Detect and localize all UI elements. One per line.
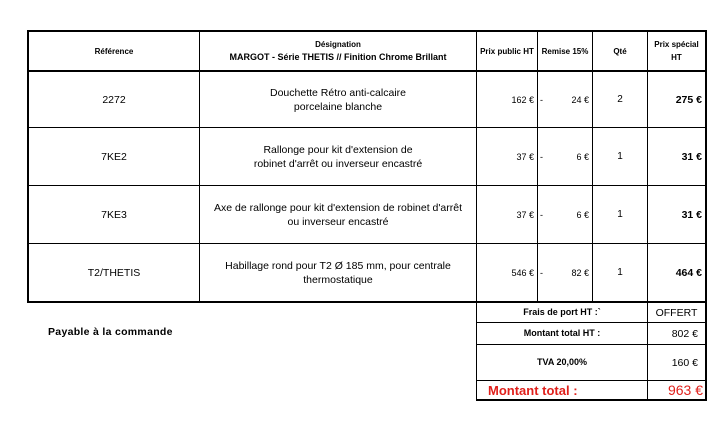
row-prix-special	[648, 72, 702, 127]
header-designation-line1: Désignation	[315, 40, 361, 49]
montant-ht-label	[477, 323, 647, 344]
header-remise	[538, 32, 592, 70]
frais-value-text: OFFERT	[655, 306, 698, 319]
tva-value-text: 160 €	[671, 356, 698, 369]
row-remise-sign	[540, 244, 550, 301]
row-remise-sign-text: -	[540, 151, 543, 162]
row-remise	[550, 128, 589, 185]
row-remise-sign-text: -	[540, 267, 543, 278]
header-qte	[593, 32, 647, 70]
row-designation	[200, 244, 476, 301]
row-prix-special	[648, 186, 702, 243]
row-prix-special	[648, 244, 702, 301]
row-qte	[593, 186, 647, 243]
header-designation-line2: MARGOT - Série THETIS // Finition Chrome Brillant	[229, 52, 447, 62]
tva-value	[648, 345, 698, 380]
montant-ht-value	[648, 323, 698, 344]
row-designation	[200, 186, 476, 243]
header-prix-special	[648, 32, 705, 70]
payment-note-text: Payable à la commande	[48, 326, 173, 338]
header-designation	[200, 32, 476, 70]
header-prix-special-line1: Prix spécial	[654, 40, 699, 49]
header-reference	[29, 32, 199, 70]
row-remise-sign	[540, 128, 550, 185]
payment-note	[48, 326, 173, 338]
row-prix-public	[477, 72, 534, 127]
frais-label-text: Frais de port HT :`	[523, 307, 601, 317]
row-reference	[29, 186, 199, 243]
row-reference-text: 2272	[102, 93, 126, 106]
row-remise-sign-text: -	[540, 94, 543, 105]
row-reference	[29, 244, 199, 301]
total-value-text: 963 €	[667, 382, 703, 398]
row-designation-line2: robinet d'arrêt ou inverseur encastré	[253, 157, 423, 170]
total-label-text: Montant total :	[488, 382, 578, 398]
frais-label	[477, 303, 647, 322]
total-value	[648, 381, 703, 399]
row-prix-public-text: 162 €	[511, 94, 534, 105]
row-remise-text: 82 €	[571, 267, 589, 278]
row-remise-text: 6 €	[576, 209, 589, 220]
row-qte-text: 2	[617, 94, 623, 105]
tva-label-text: TVA 20,00%	[536, 357, 588, 367]
row-designation-line1: Habillage rond pour T2 Ø 185 mm, pour centrale	[225, 259, 451, 272]
row-qte	[593, 72, 647, 127]
row-remise-text: 6 €	[576, 151, 589, 162]
row-reference-text: 7KE2	[101, 150, 127, 163]
header-prix-special-line2: HT	[671, 53, 682, 62]
row-remise-text: 24 €	[571, 94, 589, 105]
tva-label	[477, 345, 647, 380]
row-designation-line1: Douchette Rétro anti-calcaire	[270, 86, 406, 99]
row-reference	[29, 128, 199, 185]
row-designation-line2: ou inverseur encastré	[287, 215, 389, 228]
header-remise-text: Remise 15%	[541, 46, 589, 56]
row-prix-public-text: 37 €	[516, 209, 534, 220]
row-qte	[593, 244, 647, 301]
row-reference-text: 7KE3	[101, 208, 127, 221]
row-remise	[550, 244, 589, 301]
row-designation-line1: Rallonge pour kit d'extension de	[263, 143, 413, 156]
row-remise-sign-text: -	[540, 209, 543, 220]
row-prix-special	[648, 128, 702, 185]
montant-ht-label-text: Montant total HT :	[523, 328, 601, 338]
row-prix-public	[477, 244, 534, 301]
row-designation	[200, 72, 476, 127]
row-prix-public-text: 546 €	[511, 267, 534, 278]
row-reference-text: T2/THETIS	[87, 266, 141, 279]
row-remise	[550, 186, 589, 243]
row-designation-line2: porcelaine blanche	[293, 100, 383, 113]
row-qte-text: 1	[617, 209, 623, 220]
frais-value	[648, 303, 705, 322]
row-prix-public	[477, 186, 534, 243]
row-prix-special-text: 275 €	[675, 93, 702, 106]
header-reference-text: Référence	[94, 46, 134, 56]
row-prix-special-text: 31 €	[681, 150, 702, 163]
row-designation-line2: thermostatique	[303, 273, 373, 286]
total-label	[488, 381, 643, 399]
row-prix-public-text: 37 €	[516, 151, 534, 162]
header-prix-public	[477, 32, 537, 70]
row-remise-sign	[540, 72, 550, 127]
row-designation	[200, 128, 476, 185]
row-qte-text: 1	[617, 151, 623, 162]
row-qte-text: 1	[617, 267, 623, 278]
montant-ht-value-text: 802 €	[671, 327, 698, 340]
row-qte	[593, 128, 647, 185]
row-remise-sign	[540, 186, 550, 243]
header-qte-text: Qté	[613, 46, 627, 56]
row-remise	[550, 72, 589, 127]
row-prix-public	[477, 128, 534, 185]
header-prix-public-text: Prix public HT	[480, 46, 534, 56]
row-prix-special-text: 464 €	[675, 266, 702, 279]
row-reference	[29, 72, 199, 127]
row-prix-special-text: 31 €	[681, 208, 702, 221]
row-designation-line1: Axe de rallonge pour kit d'extension de robinet d'arrêt	[214, 201, 462, 214]
